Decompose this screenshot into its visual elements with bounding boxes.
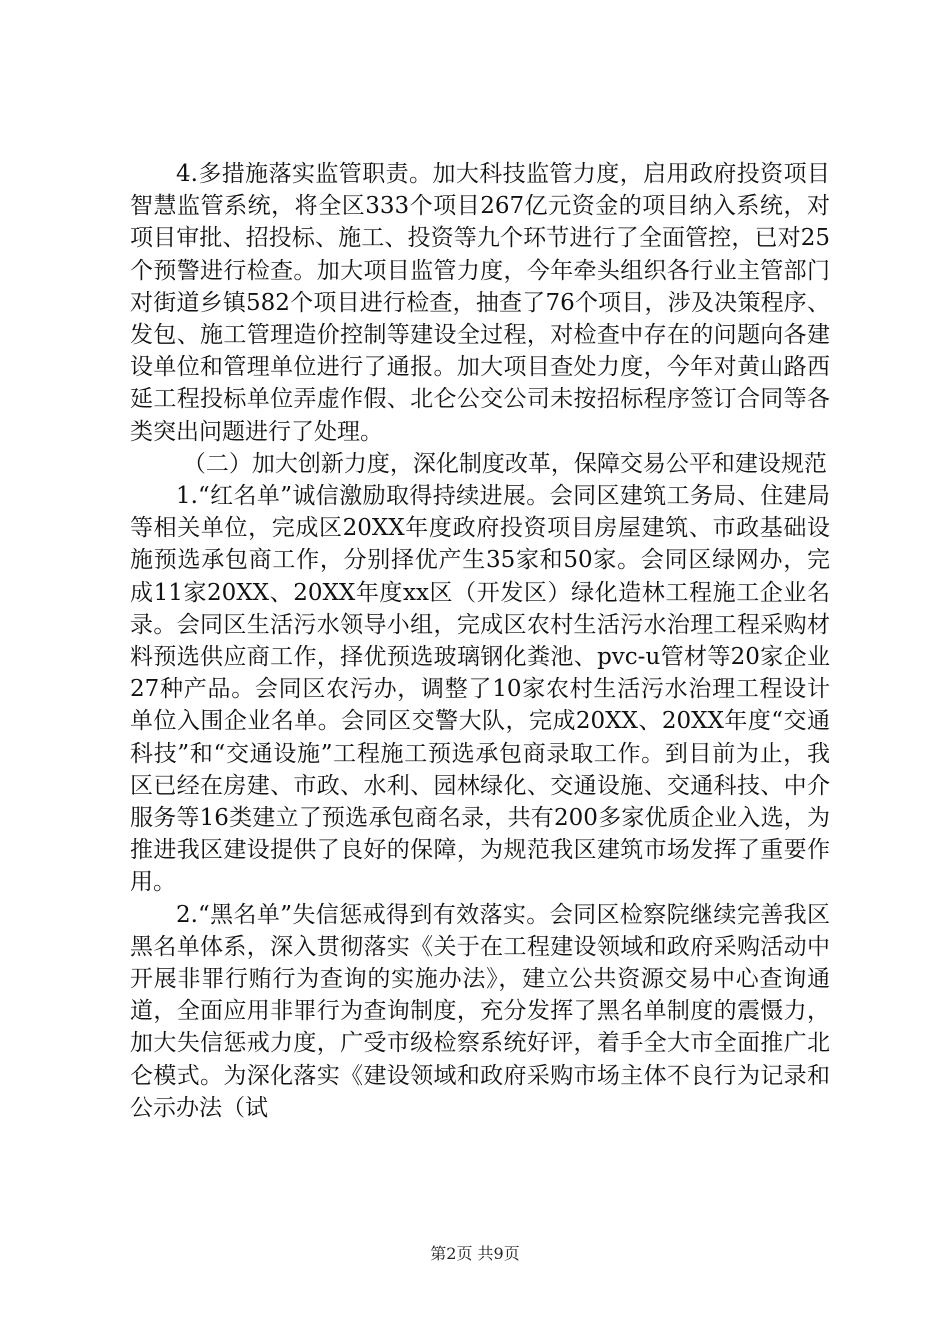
section-heading-innovation: （二）加大创新力度，深化制度改革，保障交易公平和建设规范 <box>182 450 827 477</box>
page-total: 共9页 <box>477 1244 520 1263</box>
page-number: 第2页 <box>430 1244 473 1263</box>
paragraph-red-list: 1.“红名单”诚信激励取得持续进展。会同区建筑工务局、住建局等相关单位，完成区20XX年度政府投资项目房屋建筑、市政基础设施预选承包商工作，分别择优产生35家和50家。会同区绿网办，完成11家20XX、20XX年度xx区（开发区）绿化造林工程施工企业名录。会同区生活污水领导小组，完成区农村生活污水治理工程采购材料预选供应商工作，择优预选玻璃钢化粪池、pvc-u管材等20家企业27种产品。会同区农污办，调整了10家农村生活污水治理工程设计单位入围企业名单。会同区交警大队，完成20XX、20XX年度“交通科技”和“交通设施”工程施工预选承包商录取工作。到目前为止，我区已经在房建、市政、水利、园林绿化、交通设施、交通科技、中介服务等16类建立了预选承包商名录，共有200多家优质企业入选，为推进我区建设提供了良好的保障，为规范我区建筑市场发挥了重要作用。 <box>130 483 830 896</box>
document-body <box>130 158 830 1124</box>
paragraph-supervision-measures: 4.多措施落实监管职责。加大科技监管力度，启用政府投资项目智慧监管系统，将全区333个项目267亿元资金的项目纳入系统，对项目审批、招投标、施工、投资等九个环节进行了全面管控，已对25个预警进行检查。加大项目监管力度，今年牵头组织各行业主管部门对街道乡镇582个项目进行检查，抽查了76个项目，涉及决策程序、发包、施工管理造价控制等建设全过程，对检查中存在的问题向各建设单位和管理单位进行了通报。加大项目查处力度，今年对黄山路西延工程投标单位弄虚作假、北仑公交公司未按招标程序签订合同等各类突出问题进行了处理。 <box>130 161 830 445</box>
page-footer <box>0 1244 950 1264</box>
paragraph-black-list: 2.“黑名单”失信惩戒得到有效落实。会同区检察院继续完善我区黑名单体系，深入贯彻落实《关于在工程建设领域和政府采购活动中开展非罪行贿行为查询的实施办法》，建立公共资源交易中心查询通道，全面应用非罪行为查询制度，充分发挥了黑名单制度的震慑力，加大失信惩戒力度，广受市级检察系统好评，着手全大市全面推广北仑模式。为深化落实《建设领域和政府采购市场主体不良行为记录和公示办法（试 <box>130 901 830 1121</box>
